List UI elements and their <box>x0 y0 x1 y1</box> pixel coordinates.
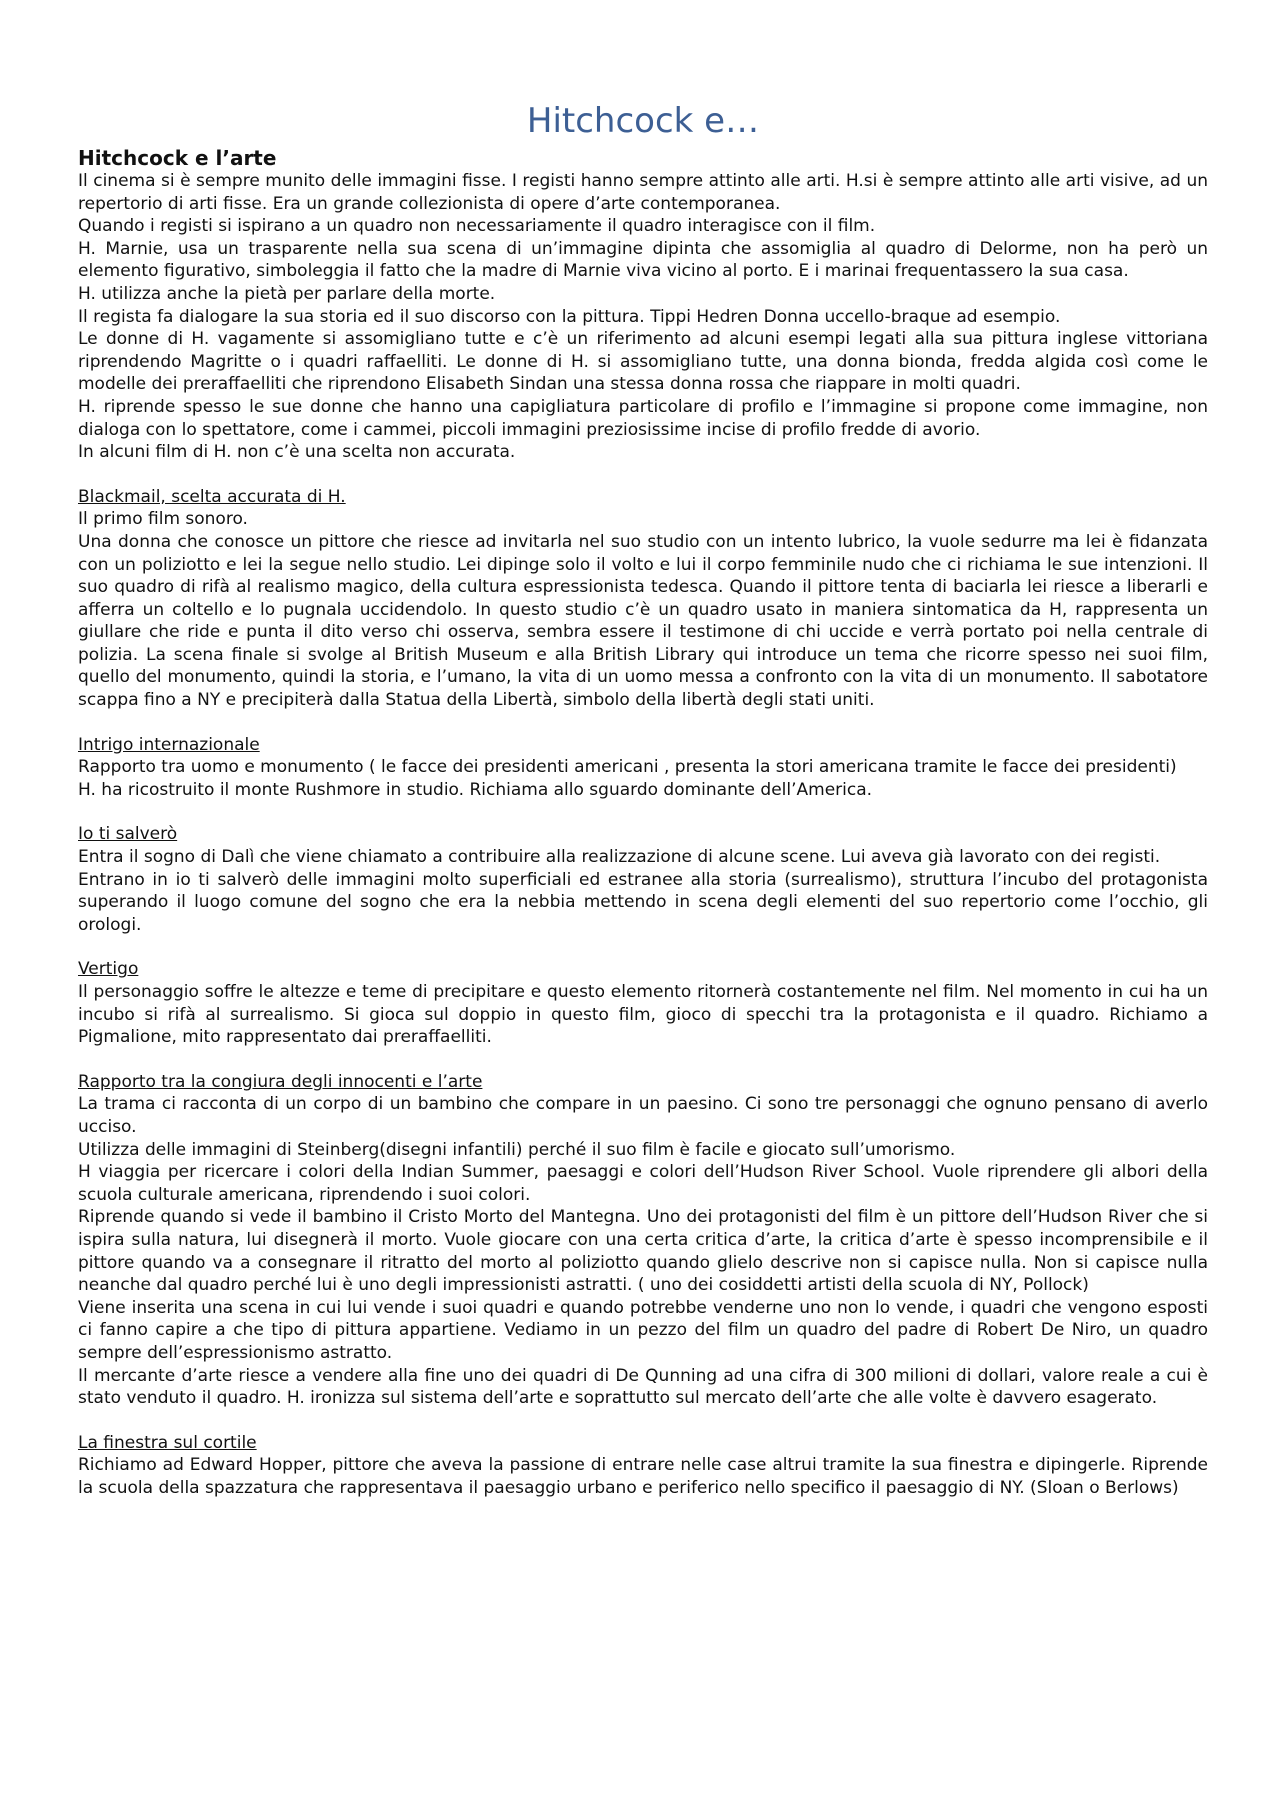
paragraph: La trama ci racconta di un corpo di un bambino che compare in un paesino. Ci sono tre personaggi che ognuno pensano di averlo ucciso. <box>78 1094 1208 1137</box>
paragraph: H. Marnie, usa un trasparente nella sua scena di un’immagine dipinta che assomiglia al quadro di Delorme, non ha però un elemento figurativo, simboleggia il fatto che la madre di Marnie viva vicino al porto. E i marinai frequentassero la sua casa. <box>78 238 1208 282</box>
section-heading-finestra: La finestra sul cortile <box>78 1432 257 1453</box>
section-vertigo <box>78 958 1208 1048</box>
section-heading-intro: Hitchcock e l’arte <box>78 146 277 170</box>
page-title: Hitchcock e… <box>526 101 760 141</box>
paragraph: Il cinema si è sempre munito delle immagini fisse. I registi hanno sempre attinto alle arti. H.si è sempre attinto alle arti visive, ad un repertorio di arti fisse. Era un grande collezionista di opere d’arte contemporanea. <box>78 171 1208 214</box>
paragraph: Il mercante d’arte riesce a vendere alla fine uno dei quadri di De Qunning ad una cifra di 300 milioni di dollari, valore reale a cui è stato venduto il quadro. H. ironizza sul sistema dell’arte e soprattutto sul mercato dell’arte che alle volte è davvero esagerato. <box>78 1365 1208 1409</box>
section-finestra <box>78 1432 1208 1500</box>
section-intrigo <box>78 734 1208 802</box>
document-page <box>78 100 1208 1499</box>
section-heading-intrigo: Intrigo internazionale <box>78 734 260 755</box>
paragraph: Richiamo ad Edward Hopper, pittore che aveva la passione di entrare nelle case altrui tramite la sua finestra e dipingerle. Riprende la scuola della spazzatura che rappresentava il paesaggio urbano e periferico nello specifico il paesaggio di NY. (Sloan o Berlows) <box>78 1455 1208 1498</box>
section-heading-vertigo: Vertigo <box>78 959 139 980</box>
section-salvero <box>78 823 1208 936</box>
paragraph: Il primo film sonoro. <box>78 509 248 530</box>
section-heading-salvero: Io ti salverò <box>78 824 178 845</box>
paragraph: Entra il sogno di Dalì che viene chiamato a contribuire alla realizzazione di alcune scene. Lui aveva già lavorato con dei registi. <box>78 847 1161 868</box>
paragraph: Utilizza delle immagini di Steinberg(disegni infantili) perché il suo film è facile e giocato sull’umorismo. <box>78 1139 956 1160</box>
paragraph: Una donna che conosce un pittore che riesce ad invitarla nel suo studio con un intento lubrico, la vuole sedurre ma lei è fidanzata con un poliziotto e lei la segue nello studio. Lei dipinge solo il volto e lui il corpo femminile nudo che ci richiama le sue intenzioni. Il suo quadro di rifà al realismo magico, della cultura espressionista tedesca. Quando il pittore tenta di baciarla lei riesce a liberarli e afferra un coltello e lo pugnala uccidendolo. In questo studio c’è un quadro usato in maniera sintomatica da H, rappresenta un giullare che ride e punta il dito verso chi osserva, sembra essere il testimone di chi uccide e verrà portato poi nella centrale di polizia. La scena finale si svolge al British Museum e alla British Library qui introduce un tema che ricorre spesso nei suoi film, quello del monumento, quindi la storia, e l’umano, la vita di un uomo messa a confronto con la vita di un monumento. Il sabotatore scappa fino a NY e precipiterà dalla Statua della Libertà, simbolo della libertà degli stati uniti. <box>78 531 1208 711</box>
paragraph: Il regista fa dialogare la sua storia ed il suo discorso con la pittura. Tippi Hedren Donna uccello-braque ad esempio. <box>78 306 1061 327</box>
paragraph: Quando i registi si ispirano a un quadro non necessariamente il quadro interagisce con il film. <box>78 216 876 237</box>
paragraph: Le donne di H. vagamente si assomigliano tutte e c’è un riferimento ad alcuni esempi legati alla sua pittura inglese vittoriana riprendendo Magritte o i quadri raffaelliti. Le donne di H. si assomigliano tutte, una donna bionda, fredda algida così come le modelle dei preraffaelliti che riprendono Elisabeth Sindan una stessa donna rossa che riappare in molti quadri. <box>78 329 1208 395</box>
paragraph: Rapporto tra uomo e monumento ( le facce dei presidenti americani , presenta la stori americana tramite le facce dei presidenti) <box>78 757 1177 778</box>
section-intro <box>78 146 1208 464</box>
section-heading-blackmail: Blackmail, scelta accurata di H. <box>78 486 346 507</box>
section-blackmail <box>78 486 1208 712</box>
paragraph: H viaggia per ricercare i colori della Indian Summer, paesaggi e colori dell’Hudson River School. Vuole riprendere gli albori della scuola culturale americana, riprendendo i suoi colori. <box>78 1162 1208 1205</box>
paragraph: H. ha ricostruito il monte Rushmore in studio. Richiama allo sguardo dominante dell’America. <box>78 779 873 800</box>
paragraph: Entrano in io ti salverò delle immagini molto superficiali ed estranee alla storia (surrealismo), struttura l’incubo del protagonista superando il luogo comune del sogno che era la nebbia mettendo in scena degli elementi del suo repertorio come l’occhio, gli orologi. <box>78 869 1208 935</box>
paragraph: Riprende quando si vede il bambino il Cristo Morto del Mantegna. Uno dei protagonisti del film è un pittore dell’Hudson River che si ispira sulla natura, lui disegnerà il morto. Vuole giocare con una certa critica d’arte, la critica d’arte è spesso incomprensibile e il pittore quando va a consegnare il ritratto del morto al poliziotto quando glielo descrive non si capisce nulla. Non si capisce nulla neanche dal quadro perché lui è uno degli impressionisti astratti. ( uno dei cosiddetti artisti della scuola di NY, Pollock) <box>78 1207 1208 1296</box>
paragraph: Il personaggio soffre le altezze e teme di precipitare e questo elemento ritornerà costantemente nel film. Nel momento in cui ha un incubo si rifà al surrealismo. Si gioca sul doppio in questo film, gioco di specchi tra la protagonista e il quadro. Richiamo a Pigmalione, mito rappresentato dai preraffaelliti. <box>78 982 1208 1048</box>
section-congiura <box>78 1071 1208 1410</box>
paragraph: Viene inserita una scena in cui lui vende i suoi quadri e quando potrebbe venderne uno non lo vende, i quadri che vengono esposti ci fanno capire a che tipo di pittura appartiene. Vediamo in un pezzo del film un quadro del padre di Robert De Niro, un quadro sempre dell’espressionismo astratto. <box>78 1297 1208 1363</box>
paragraph: H. utilizza anche la pietà per parlare della morte. <box>78 283 496 304</box>
paragraph: In alcuni film di H. non c’è una scelta non accurata. <box>78 442 516 463</box>
paragraph: H. riprende spesso le sue donne che hanno una capigliatura particolare di profilo e l’immagine si propone come immagine, non dialoga con lo spettatore, come i cammei, piccoli immagini preziosissime incise di profilo fredde di avorio. <box>78 396 1208 440</box>
section-heading-congiura: Rapporto tra la congiura degli innocenti e l’arte <box>78 1071 483 1092</box>
